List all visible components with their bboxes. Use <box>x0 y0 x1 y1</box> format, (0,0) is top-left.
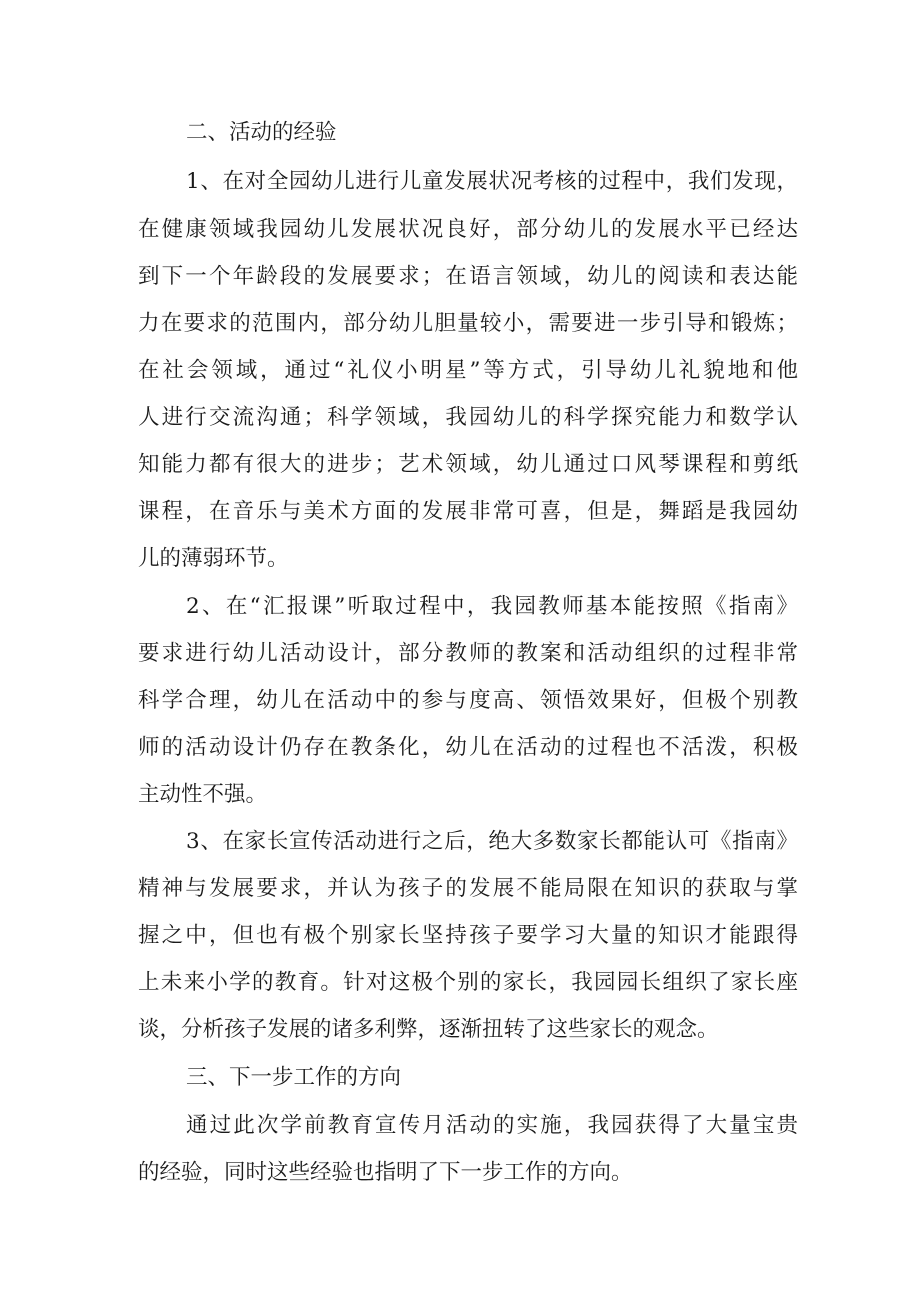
section-heading-next-steps: 三、下一步工作的方向 <box>186 1065 402 1090</box>
paragraph-line: 要求进行幼儿活动设计，部分教师的教案和活动组织的过程非常 <box>138 641 798 666</box>
paragraph-line: 在健康领域我园幼儿发展状况良好，部分幼儿的发展水平已经达 <box>138 217 798 242</box>
paragraph-line: 2、在“汇报课”听取过程中，我园教师基本能按照《指南》 <box>186 594 798 619</box>
paragraph-line: 精神与发展要求，并认为孩子的发展不能局限在知识的获取与掌 <box>138 876 798 901</box>
paragraph-line: 的经验，同时这些经验也指明了下一步工作的方向。 <box>138 1160 633 1185</box>
paragraph-line: 儿的薄弱环节。 <box>138 546 289 571</box>
paragraph-line: 通过此次学前教育宣传月活动的实施，我园获得了大量宝贵 <box>186 1113 798 1138</box>
paragraph-line: 谈，分析孩子发展的诸多利弊，逐渐扭转了这些家长的观念。 <box>138 1017 719 1042</box>
paragraph-line: 1、在对全园幼儿进行儿童发展状况考核的过程中，我们发现， <box>186 169 798 194</box>
paragraph-line: 课程，在音乐与美术方面的发展非常可喜，但是，舞蹈是我园幼 <box>138 499 798 524</box>
paragraph-line: 科学合理，幼儿在活动中的参与度高、领悟效果好，但极个别教 <box>138 688 798 713</box>
section-heading-experience: 二、活动的经验 <box>186 120 337 145</box>
paragraph-line: 师的活动设计仍存在教条化，幼儿在活动的过程也不活泼，积极 <box>138 735 798 760</box>
paragraph-line: 到下一个年龄段的发展要求；在语言领域，幼儿的阅读和表达能 <box>138 264 798 289</box>
paragraph-line: 知能力都有很大的进步；艺术领域，幼儿通过口风琴课程和剪纸 <box>138 452 798 477</box>
paragraph-line: 上未来小学的教育。针对这极个别的家长，我园园长组织了家长座 <box>138 970 798 995</box>
paragraph-line: 力在要求的范围内，部分幼儿胆量较小，需要进一步引导和锻炼； <box>138 311 798 336</box>
paragraph-line: 在社会领域，通过“礼仪小明星”等方式，引导幼儿礼貌地和他 <box>138 358 798 383</box>
paragraph-line: 主动性不强。 <box>138 782 268 807</box>
paragraph-line: 握之中，但也有极个别家长坚持孩子要学习大量的知识才能跟得 <box>138 923 798 948</box>
paragraph-line: 人进行交流沟通；科学领域，我园幼儿的科学探究能力和数学认 <box>138 405 798 430</box>
paragraph-line: 3、在家长宣传活动进行之后，绝大多数家长都能认可《指南》 <box>186 829 798 854</box>
